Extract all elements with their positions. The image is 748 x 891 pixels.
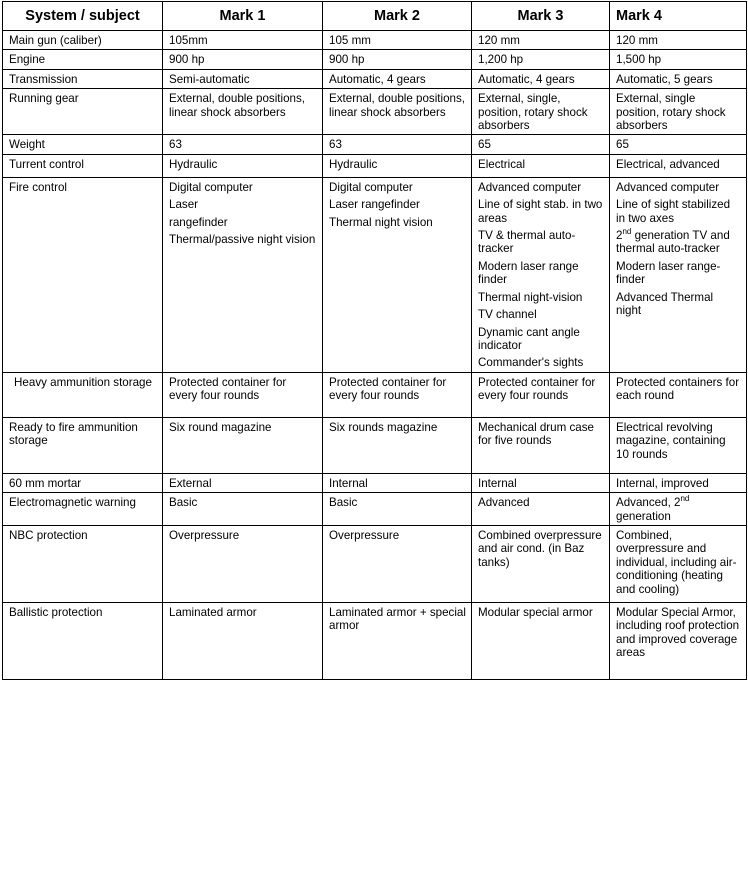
tank-comparison-table [2, 1, 747, 680]
cell-line: 900 hp [329, 53, 365, 67]
cell-mark-1 [163, 31, 323, 50]
cell-mark-4 [610, 417, 747, 473]
cell-line: 65 [478, 138, 491, 152]
cell-line: Automatic, 4 gears [329, 72, 426, 86]
header-mark-1: Mark 1 [163, 2, 323, 31]
header-system-subject: System / subject [3, 2, 163, 31]
cell-line: Line of sight stabilized in two axes [616, 198, 731, 225]
cell-line: Hydraulic [329, 157, 378, 171]
cell-line: Hydraulic [169, 157, 218, 171]
cell-mark-2 [323, 372, 472, 417]
cell-line: TV & thermal auto-tracker [478, 229, 576, 256]
cell-line: 63 [169, 138, 182, 152]
row-subject: Ballistic protection [3, 602, 163, 679]
cell-mark-4 [610, 154, 747, 177]
cell-line: External [169, 476, 212, 490]
cell-line: Advanced Thermal night [616, 290, 714, 318]
cell-mark-1 [163, 525, 323, 602]
cell-line: 63 [329, 138, 342, 152]
cell-line: Protected container for every four rounds [478, 375, 596, 403]
cell-mark-1 [163, 473, 323, 492]
table-row [3, 177, 747, 372]
cell-mark-3 [472, 602, 610, 679]
cell-line: Protected container for every four rounds [329, 375, 447, 403]
cell-line: Overpressure [169, 528, 240, 542]
table-row [3, 31, 747, 50]
table-row [3, 525, 747, 602]
table-row [3, 50, 747, 69]
row-subject: NBC protection [3, 525, 163, 602]
cell-line: Modern laser range finder [478, 259, 579, 287]
row-subject: 60 mm mortar [3, 473, 163, 492]
cell-line: Internal [329, 476, 368, 490]
header-row [3, 2, 747, 31]
row-subject: Weight [3, 135, 163, 154]
cell-mark-4 [610, 135, 747, 154]
cell-line: Line of sight stab. in two areas [478, 198, 603, 225]
cell-mark-4 [610, 372, 747, 417]
cell-mark-4 [610, 525, 747, 602]
cell-mark-2 [323, 525, 472, 602]
table-row [3, 473, 747, 492]
cell-line: Digital computer [169, 180, 253, 194]
cell-mark-3 [472, 493, 610, 526]
cell-mark-1 [163, 154, 323, 177]
cell-line: 1,200 hp [478, 53, 524, 67]
cell-line: External, single, position, rotary shock absorbers [478, 92, 588, 133]
cell-mark-3 [472, 69, 610, 88]
table-row [3, 135, 747, 154]
cell-line: Laser rangefinder [329, 198, 420, 212]
row-subject: Running gear [3, 89, 163, 135]
cell-line: Laminated armor + special armor [329, 605, 466, 633]
cell-mark-3 [472, 135, 610, 154]
table-row [3, 89, 747, 135]
cell-line: Advanced computer [478, 180, 582, 194]
comparison-table-container [2, 1, 747, 680]
cell-line: Mechanical drum case for five rounds [478, 420, 594, 448]
cell-line: Electrical revolving magazine, containing 10 rounds [616, 420, 726, 461]
cell-mark-3 [472, 372, 610, 417]
cell-mark-2 [323, 177, 472, 372]
header-mark-2: Mark 2 [323, 2, 472, 31]
cell-line: Basic [169, 496, 198, 510]
cell-mark-4 [610, 69, 747, 88]
cell-mark-4 [610, 177, 747, 372]
row-subject: Main gun (caliber) [3, 31, 163, 50]
cell-mark-4 [610, 89, 747, 135]
cell-line: Advanced, 2nd generation [616, 494, 690, 523]
cell-mark-1 [163, 177, 323, 372]
row-subject: Transmission [3, 69, 163, 88]
cell-line: Modular Special Armor, including roof protection and improved coverage areas [616, 605, 740, 660]
cell-mark-2 [323, 602, 472, 679]
cell-line: External, double positions, linear shock absorbers [329, 92, 465, 119]
table-row [3, 417, 747, 473]
cell-line: Automatic, 4 gears [478, 72, 575, 86]
cell-line: 120 mm [616, 34, 658, 47]
cell-mark-1 [163, 602, 323, 679]
cell-mark-3 [472, 177, 610, 372]
cell-line: Electrical, advanced [616, 157, 720, 171]
cell-line: 105 mm [329, 34, 371, 47]
cell-line: Thermal/passive night vision [169, 233, 316, 247]
cell-mark-3 [472, 473, 610, 492]
row-subject: Ready to fire ammunition storage [3, 417, 163, 473]
cell-line: Advanced computer [616, 180, 720, 194]
cell-line: Overpressure [329, 528, 400, 542]
cell-mark-3 [472, 417, 610, 473]
cell-line: Thermal night vision [329, 215, 433, 229]
cell-line: Automatic, 5 gears [616, 72, 713, 86]
cell-mark-4 [610, 493, 747, 526]
table-row [3, 154, 747, 177]
cell-line: Six rounds magazine [329, 420, 438, 434]
cell-mark-3 [472, 31, 610, 50]
cell-mark-2 [323, 135, 472, 154]
cell-mark-2 [323, 31, 472, 50]
cell-line: Advanced [478, 496, 530, 510]
cell-mark-1 [163, 417, 323, 473]
cell-line: 120 mm [478, 34, 520, 47]
cell-line: External, double positions, linear shock absorbers [169, 92, 305, 119]
cell-mark-1 [163, 50, 323, 69]
header-mark-4: Mark 4 [610, 2, 747, 31]
cell-mark-2 [323, 417, 472, 473]
cell-line: Combined overpressure and air cond. (in Baz tanks) [478, 528, 602, 569]
table-row [3, 69, 747, 88]
cell-line: Modular special armor [478, 605, 593, 619]
cell-line: Laminated armor [169, 605, 257, 619]
cell-mark-3 [472, 89, 610, 135]
cell-mark-4 [610, 50, 747, 69]
cell-line: rangefinder [169, 215, 228, 229]
cell-mark-2 [323, 493, 472, 526]
cell-mark-2 [323, 89, 472, 135]
cell-line: Six round magazine [169, 420, 272, 434]
cell-mark-2 [323, 69, 472, 88]
cell-mark-4 [610, 473, 747, 492]
cell-line: 900 hp [169, 53, 205, 67]
cell-line: Semi-automatic [169, 72, 250, 86]
cell-line: Digital computer [329, 180, 413, 194]
cell-mark-3 [472, 154, 610, 177]
cell-line: Modern laser range-finder [616, 259, 721, 287]
table-row [3, 372, 747, 417]
cell-line: 1,500 hp [616, 53, 662, 67]
cell-mark-1 [163, 372, 323, 417]
cell-mark-4 [610, 31, 747, 50]
cell-mark-4 [610, 602, 747, 679]
cell-mark-3 [472, 50, 610, 69]
cell-line: Protected container for every four rounds [169, 375, 287, 403]
cell-mark-1 [163, 89, 323, 135]
cell-mark-2 [323, 154, 472, 177]
cell-line: Electrical [478, 157, 526, 171]
row-subject: Turrent control [3, 154, 163, 177]
row-subject: Fire control [3, 177, 163, 372]
cell-line: Internal [478, 476, 517, 490]
cell-mark-1 [163, 69, 323, 88]
cell-line: External, single position, rotary shock absorbers [616, 92, 726, 133]
cell-line: Commander's sights [478, 356, 584, 370]
row-subject: Heavy ammunition storage [3, 372, 163, 417]
cell-line: 2nd generation TV and thermal auto-tracker [616, 227, 730, 256]
table-body [3, 31, 747, 680]
cell-line: 105mm [169, 34, 208, 47]
cell-line: Laser [169, 198, 199, 212]
cell-mark-1 [163, 135, 323, 154]
row-subject: Electromagnetic warning [3, 493, 163, 526]
cell-mark-2 [323, 50, 472, 69]
cell-mark-2 [323, 473, 472, 492]
table-row [3, 602, 747, 679]
cell-line: Protected containers for each round [616, 375, 740, 403]
cell-line: Combined, overpressure and individual, including air-conditioning (heating and cooling) [616, 528, 737, 596]
cell-line: Internal, improved [616, 476, 709, 490]
row-subject: Engine [3, 50, 163, 69]
cell-line: Dynamic cant angle indicator [478, 325, 580, 352]
cell-line: 65 [616, 138, 629, 152]
cell-mark-1 [163, 493, 323, 526]
header-mark-3: Mark 3 [472, 2, 610, 31]
cell-line: Basic [329, 496, 358, 510]
cell-line: TV channel [478, 308, 537, 322]
table-row [3, 493, 747, 526]
cell-line: Thermal night-vision [478, 290, 583, 304]
cell-mark-3 [472, 525, 610, 602]
